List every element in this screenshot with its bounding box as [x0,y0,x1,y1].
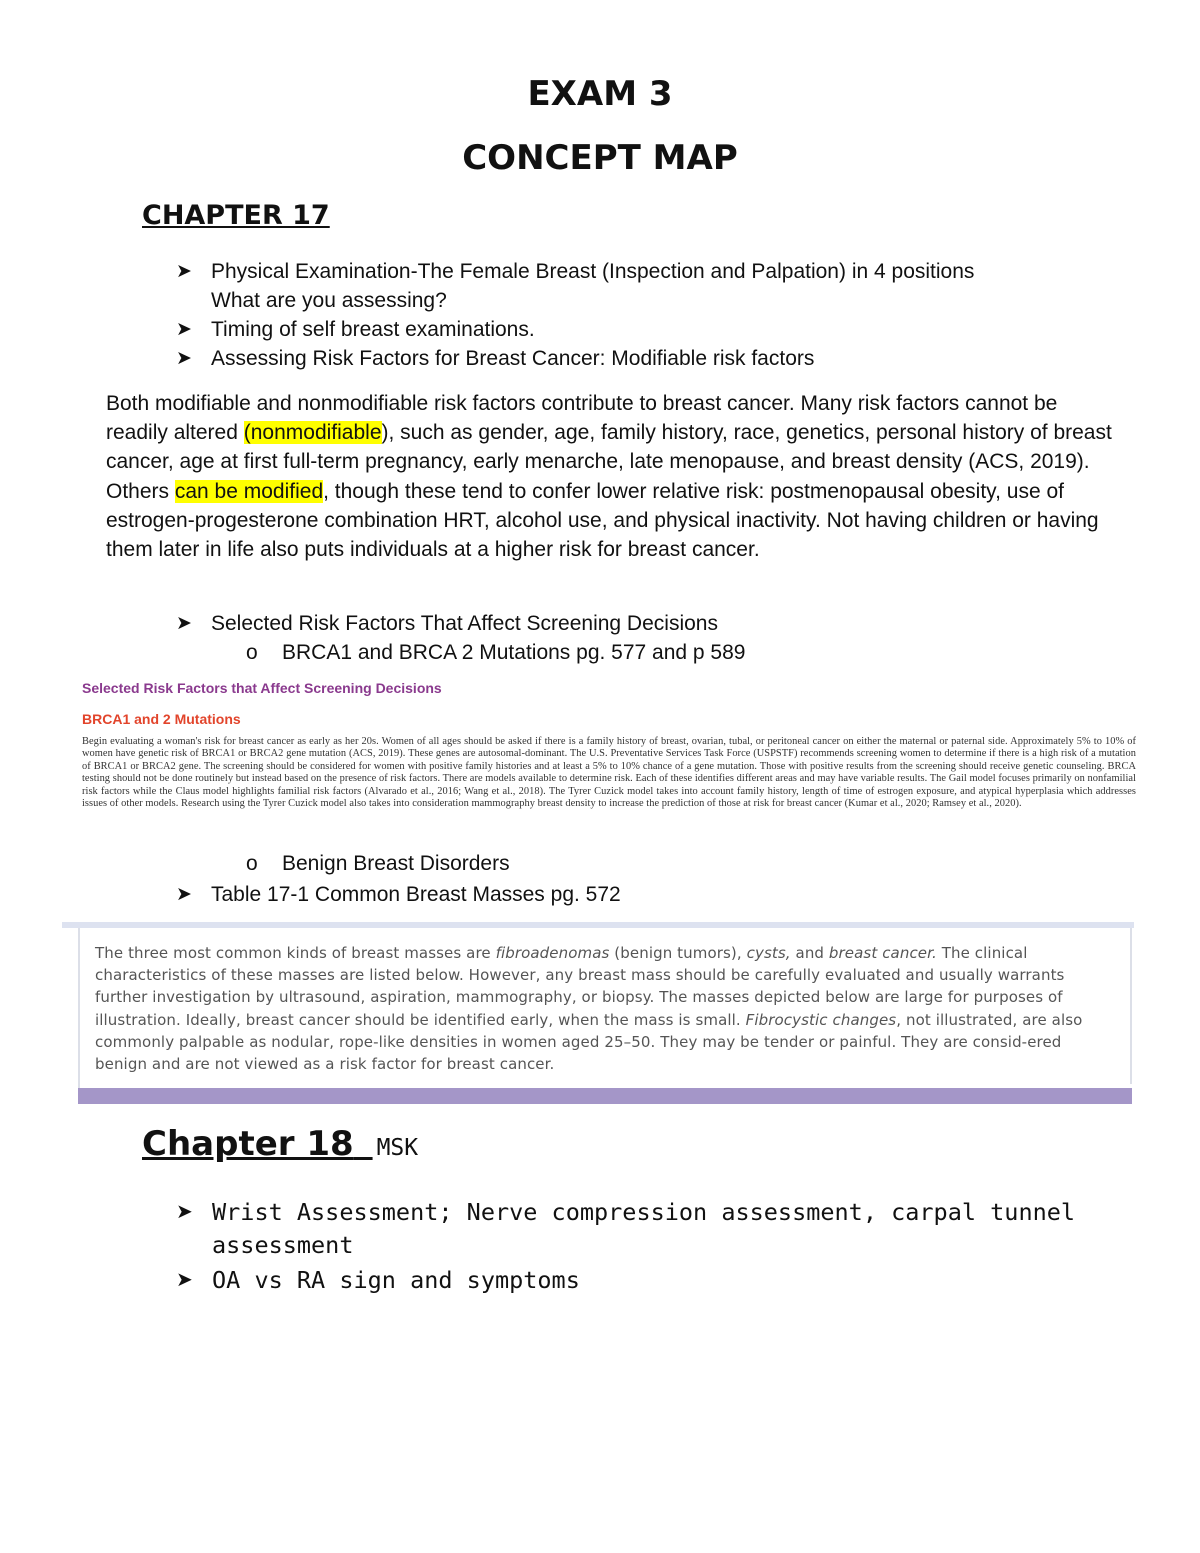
brca-textbook-excerpt [78,678,1138,848]
concept-map-subtitle: CONCEPT MAP [462,138,738,178]
excerpt-top-rule [62,922,1134,928]
excerpt-bottom-bar [78,1088,1132,1104]
excerpt-body: Begin evaluating a woman's risk for breast cancer as early as her 20s. Women of all ages should be asked if there is a family history of breast, ovarian, tubal, or peritoneal cancer on either the maternal or paternal side. Approximately 5% to 10% of women have genetic risk of BRCA1 or BRCA2 gene mutation (ACS, 2019). These genes are autosomal-dominant. The U.S. Preventative Services Task Force (USPSTF) recommends screening women to determine if there is a high risk of a mutation of BRCA1 or BRCA2 gene. The screening should be considered for women with positive family histories and at least a 5% to 10% chance of a gene mutation. Those with positive results from the screening should receive genetic counseling. BRCA testing should not be done routinely but instead based on the presence of risk factors. There are models available to determine risk. Each of these identifies different areas and may have variable results. The Gail model focuses primarily on nonfamilial risk factors while the Claus model highlights familial risk factors (Alvarado et al., 2016; Wang et al., 2018). The Tyrer Cuzick model takes into account family history, length of time of estrogen exposure, and atypical hyperplasia which addresses issues of other models. Research using the Tyrer Cuzick model also takes into consideration mammography breast density to increase the prediction of those at risk for breast cancer (Kumar et al., 2020; Ramsey et al., 2020). [82,736,1136,810]
excerpt-right-rule [1130,928,1132,1084]
exam-title: EXAM 3 [527,74,673,114]
chapter-17-heading: CHAPTER 17 [142,200,330,231]
arrowhead-bullet-icon: ➤ [176,1269,193,1291]
arrowhead-bullet-icon: ➤ [176,261,192,282]
circle-bullet-icon: o [246,852,258,875]
chapter-18-heading: Chapter 18 MSK [142,1124,419,1164]
highlight-can-be-modified: can be modified [174,479,324,503]
excerpt-heading: Selected Risk Factors that Affect Screening Decisions [82,680,442,696]
risk-factors-paragraph: Both modifiable and nonmodifiable risk factors contribute to breast cancer. Many risk factors cannot be readily altered (nonmodifiable), such as gender, age, family history, race, genetics, personal history of breast cancer, age at first full-term pregnancy, early menarche, late menopause, and breast density (ACS, 2019). Others can be modified, though these tend to confer lower relative risk: postmenopausal obesity, use of estrogen-progesterone combination HRT, alcohol use, and physical inactivity. Not having children or having them later in life also puts individuals at a higher risk for breast cancer. [106,392,1112,562]
excerpt-left-rule [78,928,80,1104]
arrowhead-bullet-icon: ➤ [176,1201,193,1223]
breast-masses-text: The three most common kinds of breast masses are fibroadenomas (benign tumors), cysts, and breast cancer. The clinical characteristics of these masses are listed below. However, any breast mass should be carefully evaluated and usually warrants further investigation by ultrasound, aspiration, mammography, or biopsy. The masses depicted below are large for purposes of illustration. Ideally, breast cancer should be identified early, when the mass is small. Fibrocystic changes, not illustrated, are also commonly palpable as nodular, rope-like densities in women aged 25–50. They may be tender or painful. They are consid-ered benign and are not viewed as a risk factor for breast cancer. [95,944,1083,1074]
circle-bullet-icon: o [246,641,258,664]
arrowhead-bullet-icon: ➤ [176,348,192,369]
msk-tag: MSK [376,1135,419,1161]
arrowhead-bullet-icon: ➤ [176,884,192,905]
arrowhead-bullet-icon: ➤ [176,319,192,340]
excerpt-subheading: BRCA1 and 2 Mutations [82,711,241,727]
highlight-nonmodifiable: (nonmodifiable [243,421,382,445]
breast-masses-excerpt [62,922,1134,1104]
arrowhead-bullet-icon: ➤ [176,613,192,634]
